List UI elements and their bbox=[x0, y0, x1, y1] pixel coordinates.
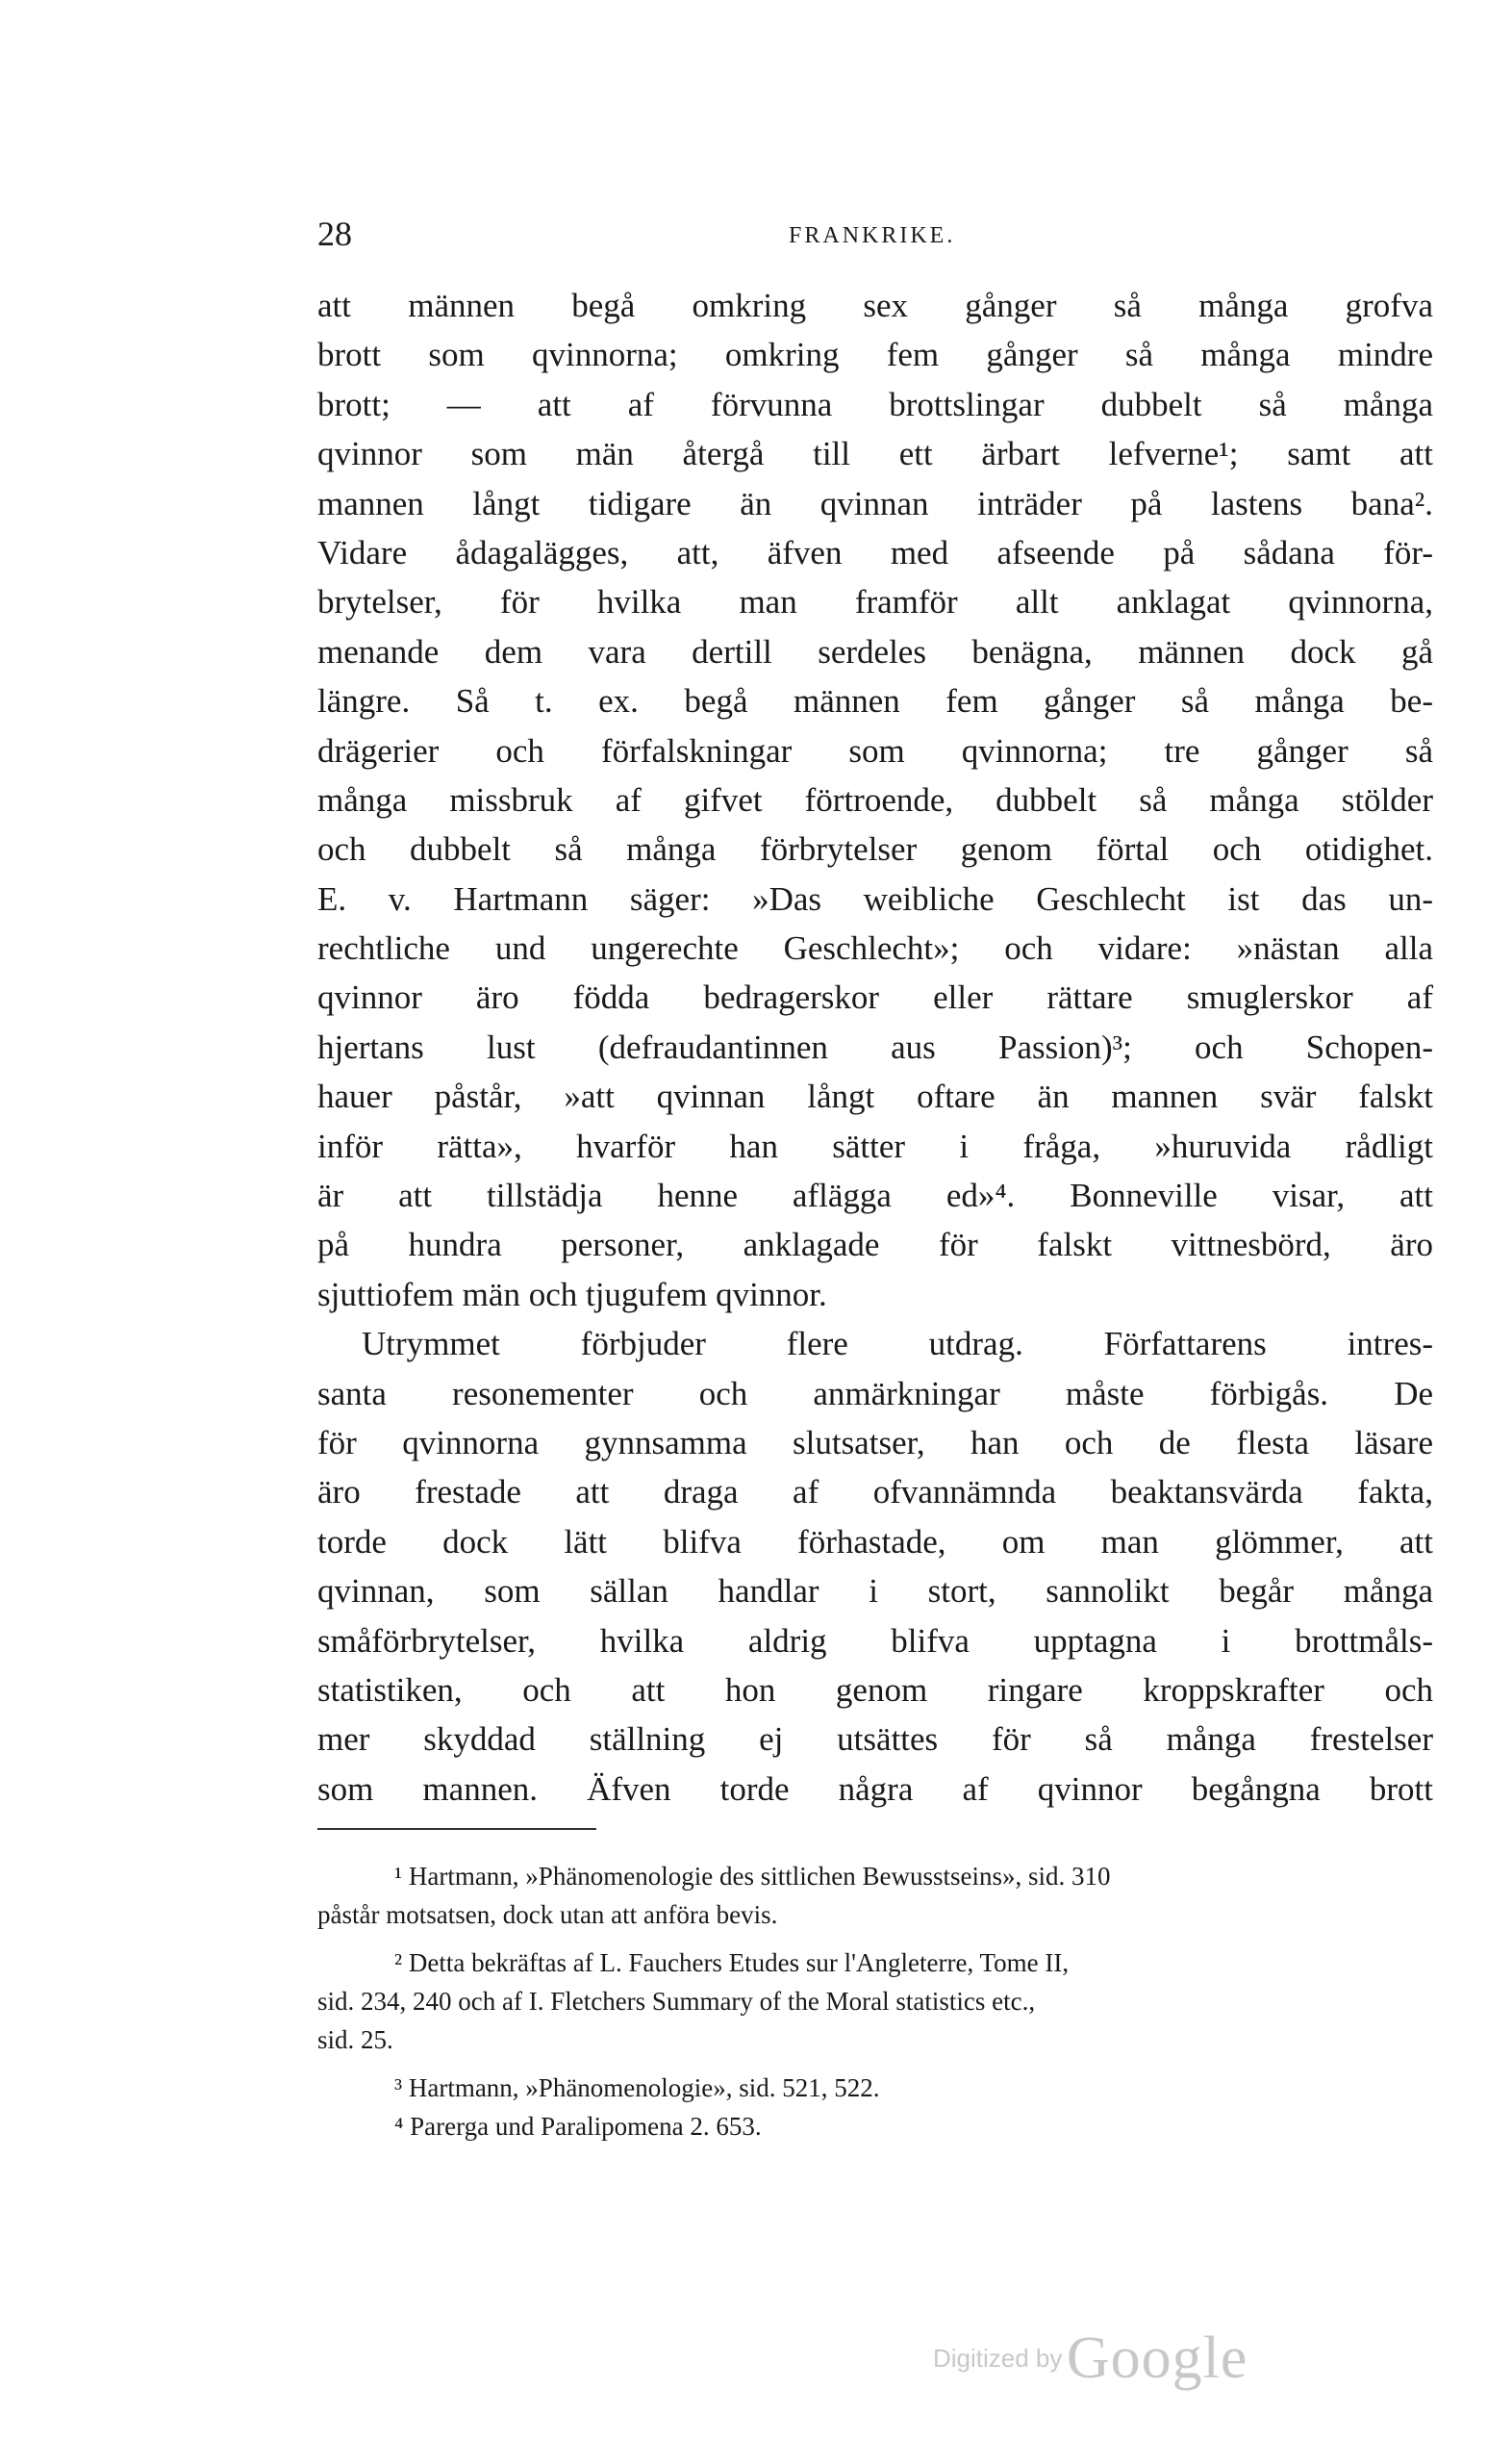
text-line: för qvinnorna gynnsamma slutsatser, han och de flesta läsare bbox=[317, 1423, 1433, 1461]
text-line: hjertans lust (defraudantinnen aus Passion)³; och Schopen- bbox=[317, 1028, 1433, 1066]
text-line: menande dem vara dertill serdeles benägna, männen dock gå bbox=[317, 632, 1433, 671]
text-line: att männen begå omkring sex gånger så många grofva bbox=[317, 287, 1433, 324]
text-line: mer skyddad ställning ej utsättes för så många frestelser bbox=[317, 1720, 1433, 1759]
footnote-2: ² Detta bekräftas af L. Fauchers Etudes sur l'Angleterre, Tome II, bbox=[394, 1948, 1070, 1977]
google-logo: Google bbox=[1066, 2325, 1248, 2391]
text-line: Vidare ådagalägges, att, äfven med afseende på sådana för- bbox=[317, 533, 1433, 571]
text-line: santa resonementer och anmärkningar måste förbigås. De bbox=[317, 1374, 1433, 1412]
text-line: äro frestade att draga af ofvannämnda beaktansvärda fakta, bbox=[317, 1473, 1433, 1511]
text-line: mannen långt tidigare än qvinnan inträder på lastens bana². bbox=[317, 484, 1433, 522]
text-line: längre. Så t. ex. begå männen fem gånger så många be- bbox=[317, 682, 1433, 721]
text-line: rechtliche und ungerechte Geschlecht»; och vidare: »nästan alla bbox=[317, 929, 1433, 968]
text-line-paragraph-start: Utrymmet förbjuder flere utdrag. Författarens intres- bbox=[362, 1325, 1433, 1363]
footnote-separator bbox=[317, 1828, 596, 1830]
footnotes bbox=[317, 1857, 1433, 2146]
text-line: sjuttiofem män och tjugufem qvinnor. bbox=[317, 1275, 827, 1313]
text-line: qvinnan, som sällan handlar i stort, sannolikt begår många bbox=[317, 1572, 1433, 1611]
footnote-2-continued: sid. 234, 240 och af I. Fletchers Summary of the Moral statistics etc., bbox=[317, 1987, 1036, 2016]
text-line: hauer påstår, »att qvinnan långt oftare än mannen svär falskt bbox=[317, 1078, 1433, 1116]
text-line: brott; — att af förvunna brottslingar dubbelt så många bbox=[317, 385, 1433, 423]
text-line: torde dock lätt blifva förhastade, om man glömmer, att bbox=[317, 1522, 1433, 1561]
text-line: brytelser, för hvilka man framför allt anklagat qvinnorna, bbox=[317, 583, 1433, 622]
text-line: inför rätta», hvarför han sätter i fråga, »huruvida rådligt bbox=[317, 1127, 1433, 1165]
text-line: många missbruk af gifvet förtroende, dubbelt så många stölder bbox=[317, 780, 1433, 819]
footnote-1: ¹ Hartmann, »Phänomenologie des sittlichen Bewusstseins», sid. 310 bbox=[394, 1862, 1111, 1891]
text-line: statistiken, och att hon genom ringare kroppskrafter och bbox=[317, 1670, 1433, 1709]
text-line: brott som qvinnorna; omkring fem gånger så många mindre bbox=[317, 336, 1433, 374]
footnote-1-continued: påstår motsatsen, dock utan att anföra bevis. bbox=[317, 1900, 778, 1929]
body-text bbox=[317, 281, 1433, 1814]
text-line: qvinnor äro födda bedragerskor eller rättare smuglerskor af bbox=[317, 978, 1433, 1017]
digitized-watermark bbox=[933, 2324, 1247, 2393]
footnote-3: ³ Hartmann, »Phänomenologie», sid. 521, 522. bbox=[394, 2073, 880, 2102]
footnote-4: ⁴ Parerga und Paralipomena 2. 653. bbox=[394, 2112, 762, 2141]
text-line: småförbrytelser, hvilka aldrig blifva upptagna i brottmåls- bbox=[317, 1621, 1433, 1660]
text-line: som mannen. Äfven torde några af qvinnor begångna brott bbox=[317, 1769, 1433, 1808]
text-line: och dubbelt så många förbrytelser genom förtal och otidighet. bbox=[317, 830, 1433, 869]
text-line: är att tillstädja henne aflägga ed»⁴. Bonneville visar, att bbox=[317, 1177, 1433, 1215]
text-line: E. v. Hartmann säger: »Das weibliche Geschlecht ist das un- bbox=[317, 879, 1433, 918]
text-line: drägerier och förfalskningar som qvinnorna; tre gånger så bbox=[317, 731, 1433, 770]
footnote-2-continued: sid. 25. bbox=[317, 2025, 393, 2054]
text-line: qvinnor som män återgå till ett ärbart lefverne¹; samt att bbox=[317, 435, 1433, 473]
digitized-by-text: Digitized by bbox=[933, 2344, 1063, 2373]
text-line: på hundra personer, anklagade för falskt vittnesbörd, äro bbox=[317, 1226, 1433, 1264]
page-number: 28 bbox=[317, 215, 352, 253]
running-head: FRANKRIKE. bbox=[789, 223, 956, 248]
